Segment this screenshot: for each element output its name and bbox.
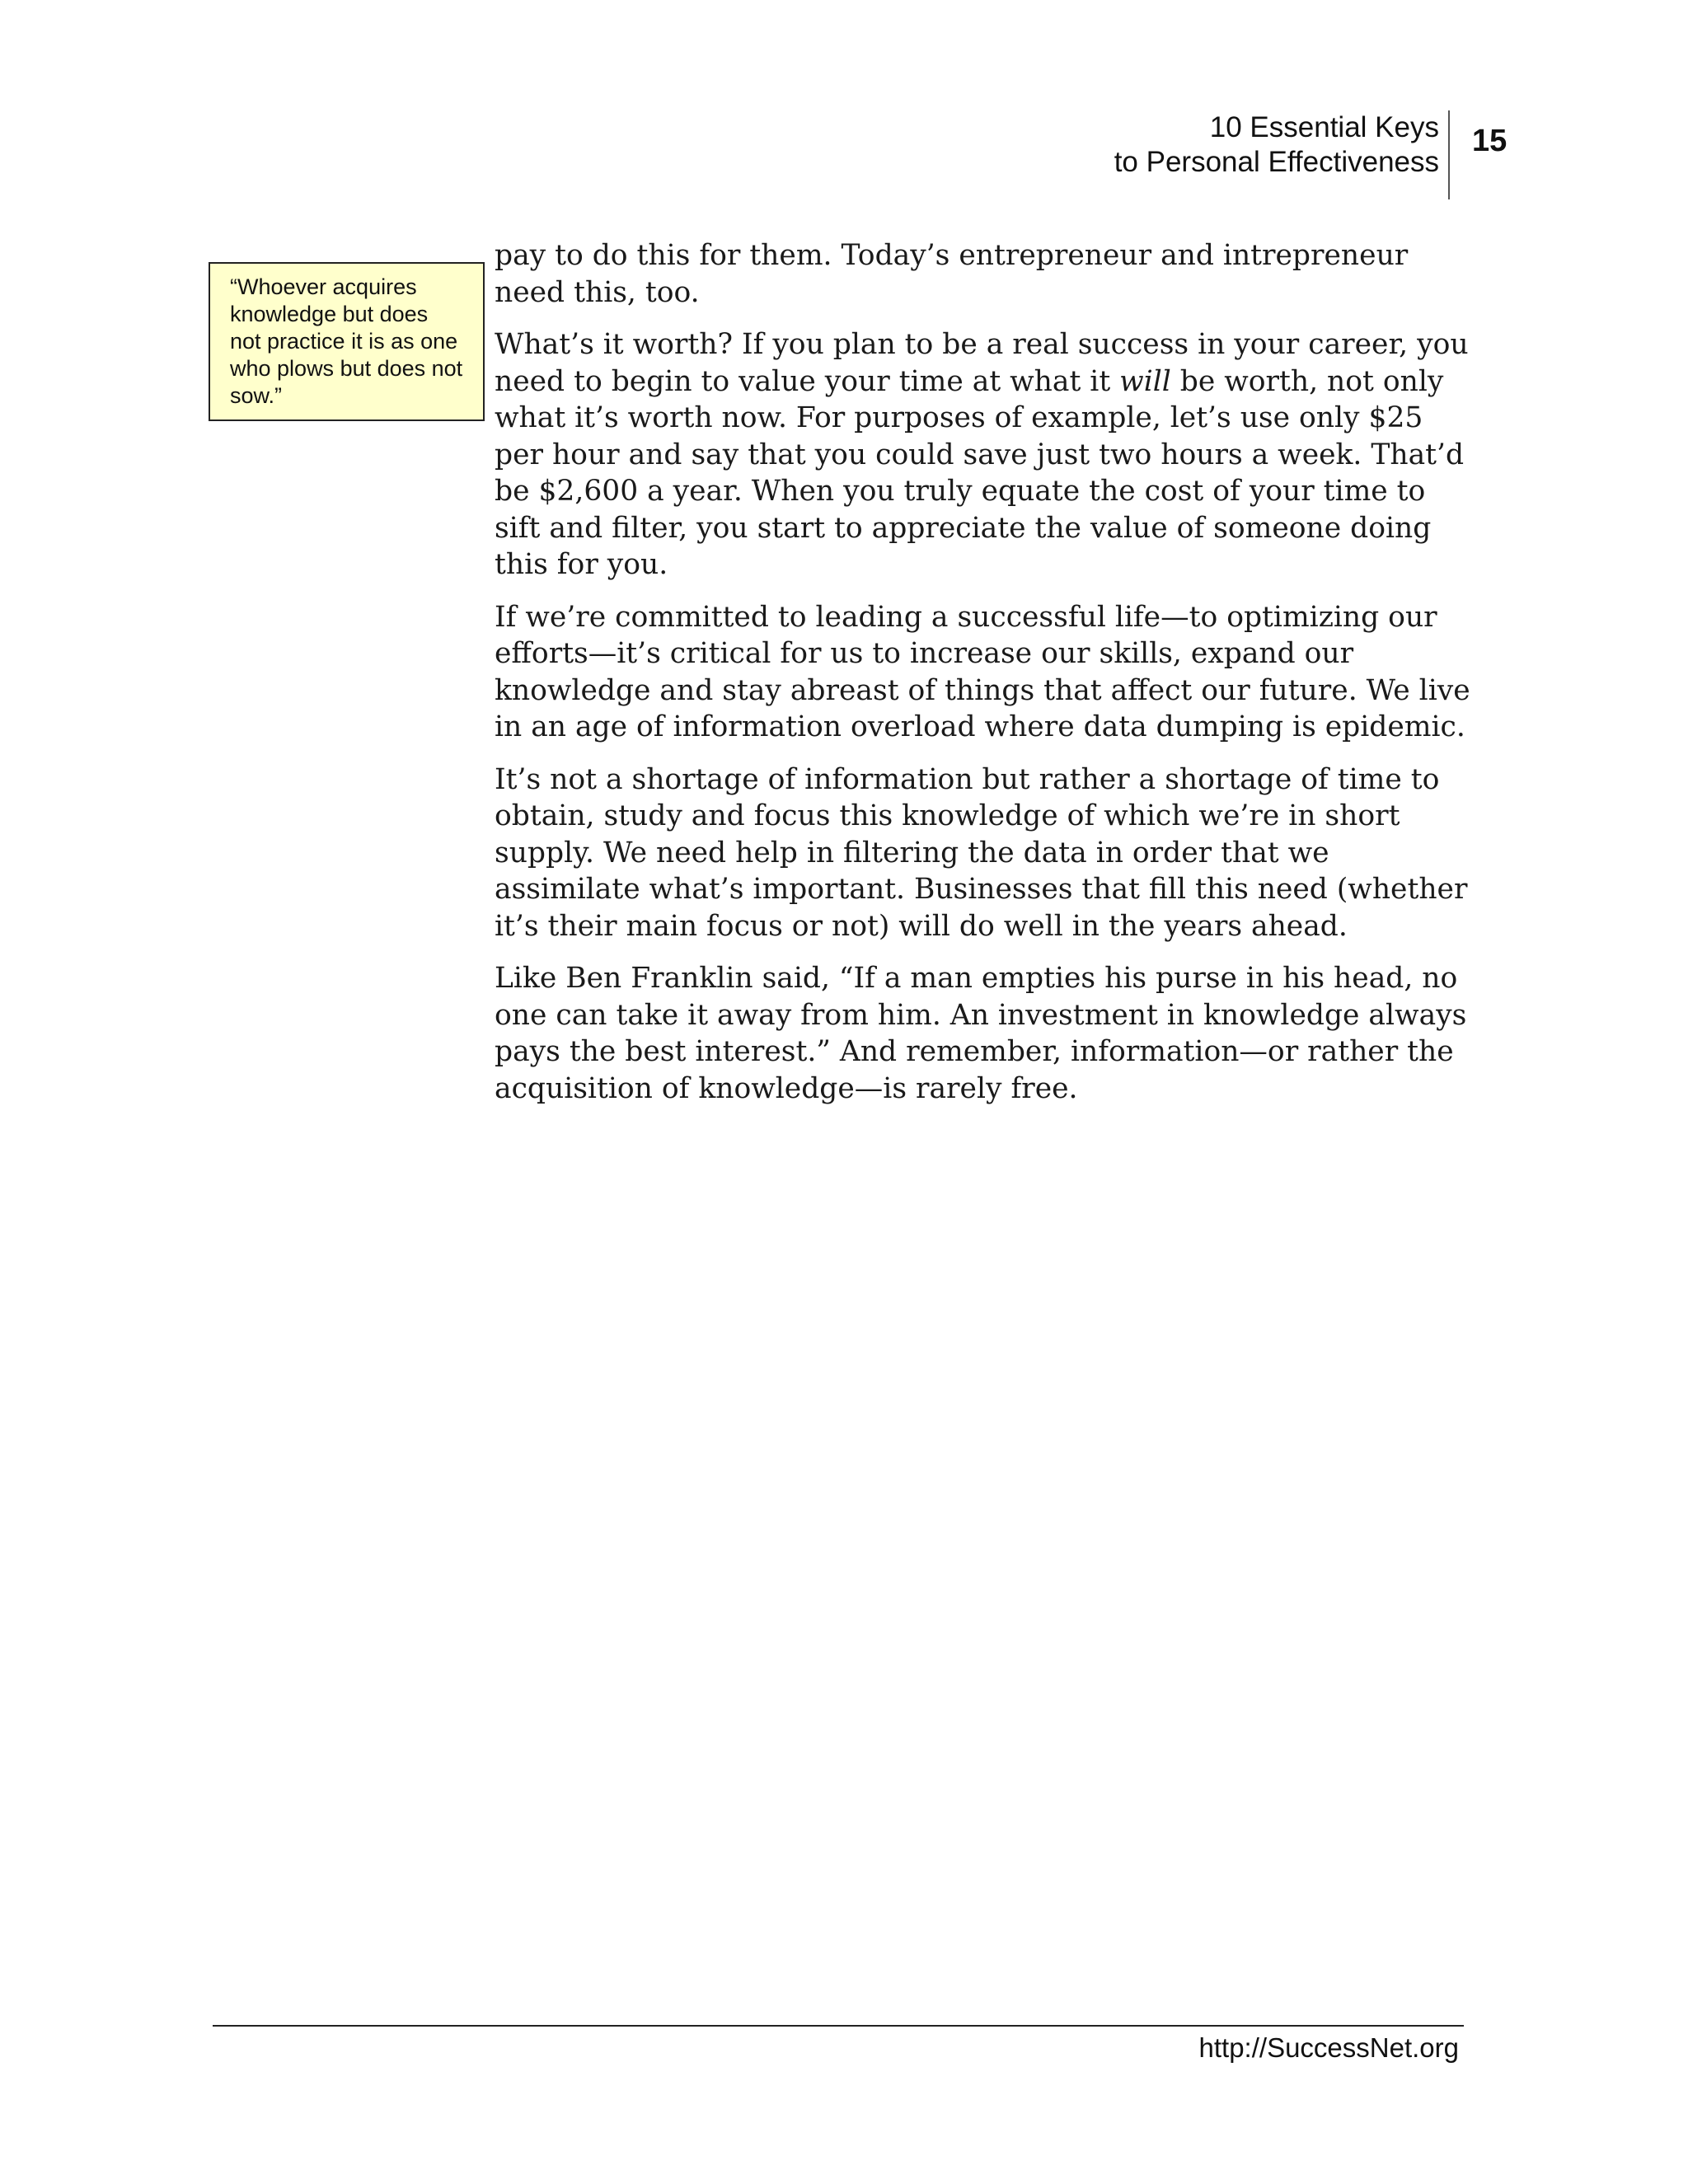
header-title-line2: to Personal Effectiveness [1114, 146, 1439, 178]
footer-rule [213, 2025, 1464, 2027]
paragraph-2-emphasis: will [1119, 364, 1171, 398]
paragraph-4: It’s not a shortage of information but rather a shortage of time to obtain, study and focus this knowledge of which we’re in short supply. We need help in filtering the data in order that we assimilate what’s important. Businesses that fill this need (whether it’s their main focus or not) will do well in the years ahead. [495, 762, 1468, 943]
paragraph-2-start: What’s it worth? If you plan to be a real success in your career, you need to begin to value your time at what it [495, 328, 1469, 398]
body-text [495, 237, 1475, 1122]
sidebar-quote-text: “Whoever acquires knowledge but does not practice it is as one who plows but does not sow.” [230, 274, 463, 408]
sidebar-quote-box [209, 262, 485, 421]
header-divider [1448, 110, 1450, 199]
page-number: 15 [1472, 124, 1507, 158]
paragraph-2 [495, 326, 1475, 583]
paragraph-5: Like Ben Franklin said, “If a man empties his purse in his head, no one can take it away from him. An investment in knowledge always pays the best interest.” And remember, information—or rather the acquisition of knowledge—is rarely free. [495, 962, 1467, 1105]
running-header [862, 110, 1439, 180]
paragraph-2-end: be worth, not only what it’s worth now. For purposes of example, let’s use only $25 per hour and say that you could save just two hours a week. That’d be $2,600 a year. When you truly equate the cost of your time to sift and filter, you start to appreciate the value of someone doing this for you. [495, 364, 1465, 581]
header-title-line1: 10 Essential Keys [1209, 111, 1439, 143]
footer-url: http://SuccessNet.org [1198, 2032, 1459, 2063]
paragraph-1: pay to do this for them. Today’s entrepreneur and intrepreneur need this, too. [495, 239, 1409, 309]
paragraph-3: If we’re committed to leading a successful life—to optimizing our efforts—it’s critical for us to increase our skills, expand our knowledge and stay abreast of things that affect our future. We live in an age of information overload where data dumping is epidemic. [495, 600, 1470, 743]
